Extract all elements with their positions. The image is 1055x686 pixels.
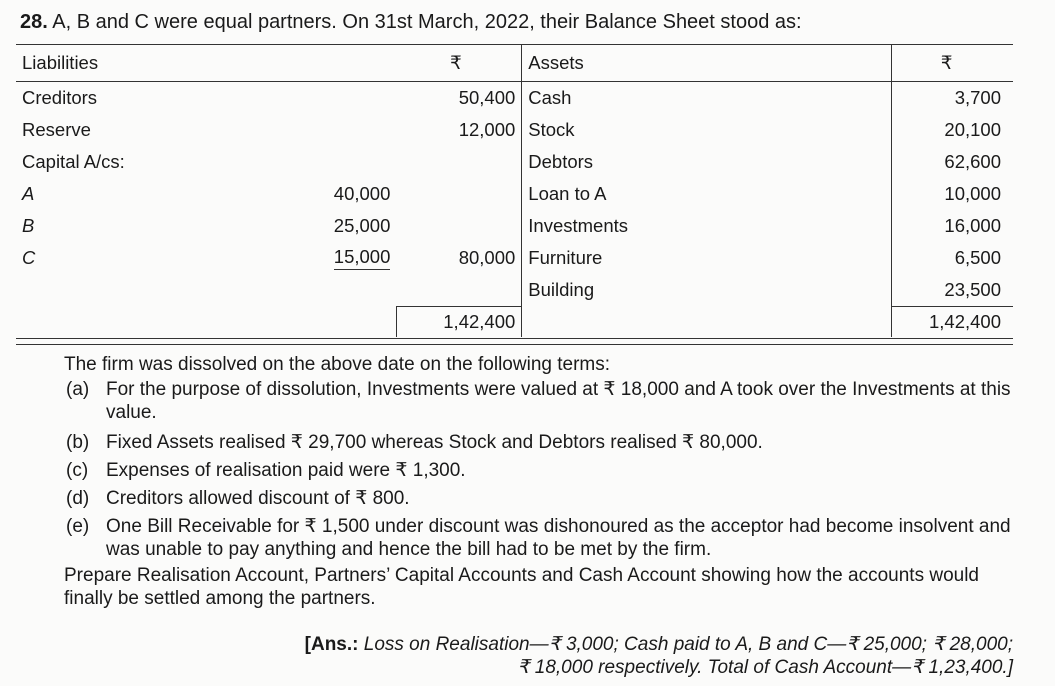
intro-text: The firm was dissolved on the above date on the following terms: <box>64 354 611 375</box>
table-row <box>16 178 1013 210</box>
partner-capital: 40,000 <box>333 182 391 204</box>
table-bottom-rule <box>16 338 1013 339</box>
header-asset-currency: ₹ <box>892 45 1013 82</box>
balance-sheet-table <box>16 44 1013 337</box>
list-item: (e) One Bill Receivable for ₹ 1,500 under discount was dishonoured as the acceptor had become insolvent and was unable to pay anything and hence the bill had to be met by the firm. <box>66 515 1011 560</box>
answer <box>305 634 1013 680</box>
instruction-text: Prepare Realisation Account, Partners’ Capital Accounts and Cash Account showing how the accounts would finally be settled among the partners. <box>64 565 979 610</box>
asset-value: 16,000 <box>944 214 1001 236</box>
list-item: (b) Fixed Assets realised ₹ 29,700 whereas Stock and Debtors realised ₹ 80,000. <box>66 432 763 454</box>
question-text: A, B and C were equal partners. On 31st March, 2022, their Balance Sheet stood as: <box>52 11 802 33</box>
terms-list <box>64 379 1014 562</box>
table-row <box>16 114 1013 146</box>
header-liabilities: Liabilities <box>16 45 319 82</box>
table-bottom-rule <box>16 344 1013 345</box>
asset-label: Investments <box>522 210 892 242</box>
asset-label: Building <box>522 274 892 307</box>
asset-label: Loan to A <box>522 178 892 210</box>
asset-label: Debtors <box>522 146 892 178</box>
list-item: (a) For the purpose of dissolution, Investments were valued at ₹ 18,000 and A took over the Investments at this value. <box>66 378 1011 423</box>
partner-label: B <box>22 214 35 236</box>
asset-value: 20,100 <box>944 118 1001 140</box>
asset-value: 6,500 <box>954 246 1001 268</box>
partner-label: A <box>22 182 35 204</box>
partner-capital: 25,000 <box>333 214 391 236</box>
list-item: (c) Expenses of realisation paid were ₹ 1,300. <box>66 460 466 482</box>
table-row <box>16 274 1013 307</box>
asset-value: 10,000 <box>944 182 1001 204</box>
liability-label: Creditors <box>22 86 98 108</box>
asset-value: 3,700 <box>954 86 1001 108</box>
question-title <box>20 10 802 34</box>
liability-label: Reserve <box>22 118 91 140</box>
partner-label: C <box>22 246 36 268</box>
asset-label: Stock <box>522 114 892 146</box>
question-number: 28. <box>20 11 48 33</box>
asset-label: Cash <box>522 82 892 115</box>
answer-line-1: [Ans.: Loss on Realisation—₹ 3,000; Cash paid to A, B and C—₹ 25,000; ₹ 28,000; <box>304 634 1013 655</box>
liability-amount: 12,000 <box>396 114 521 146</box>
header-liab-currency: ₹ <box>396 45 521 82</box>
balance-sheet <box>16 44 1013 352</box>
table-row <box>16 242 1013 274</box>
asset-value: 62,600 <box>944 150 1001 172</box>
liability-label: Capital A/cs: <box>22 150 125 172</box>
asset-label: Furniture <box>522 242 892 274</box>
answer-line-2: ₹ 18,000 respectively. Total of Cash Account—₹ 1,23,400.] <box>517 656 1013 678</box>
table-header-row <box>16 45 1013 82</box>
answer-label: [Ans.: <box>304 634 359 655</box>
assets-total: 1,42,400 <box>892 307 1013 338</box>
asset-value: 23,500 <box>944 278 1001 300</box>
table-row <box>16 210 1013 242</box>
question-body <box>64 354 1014 611</box>
liabilities-total: 1,42,400 <box>396 307 521 338</box>
capital-total: 80,000 <box>396 242 521 274</box>
table-row <box>16 82 1013 115</box>
header-assets: Assets <box>522 45 892 82</box>
list-item: (d) Creditors allowed discount of ₹ 800. <box>66 487 410 509</box>
partner-capital: 15,000 <box>334 246 391 269</box>
liability-amount: 50,400 <box>396 82 521 115</box>
table-row <box>16 146 1013 178</box>
totals-row <box>16 307 1013 338</box>
